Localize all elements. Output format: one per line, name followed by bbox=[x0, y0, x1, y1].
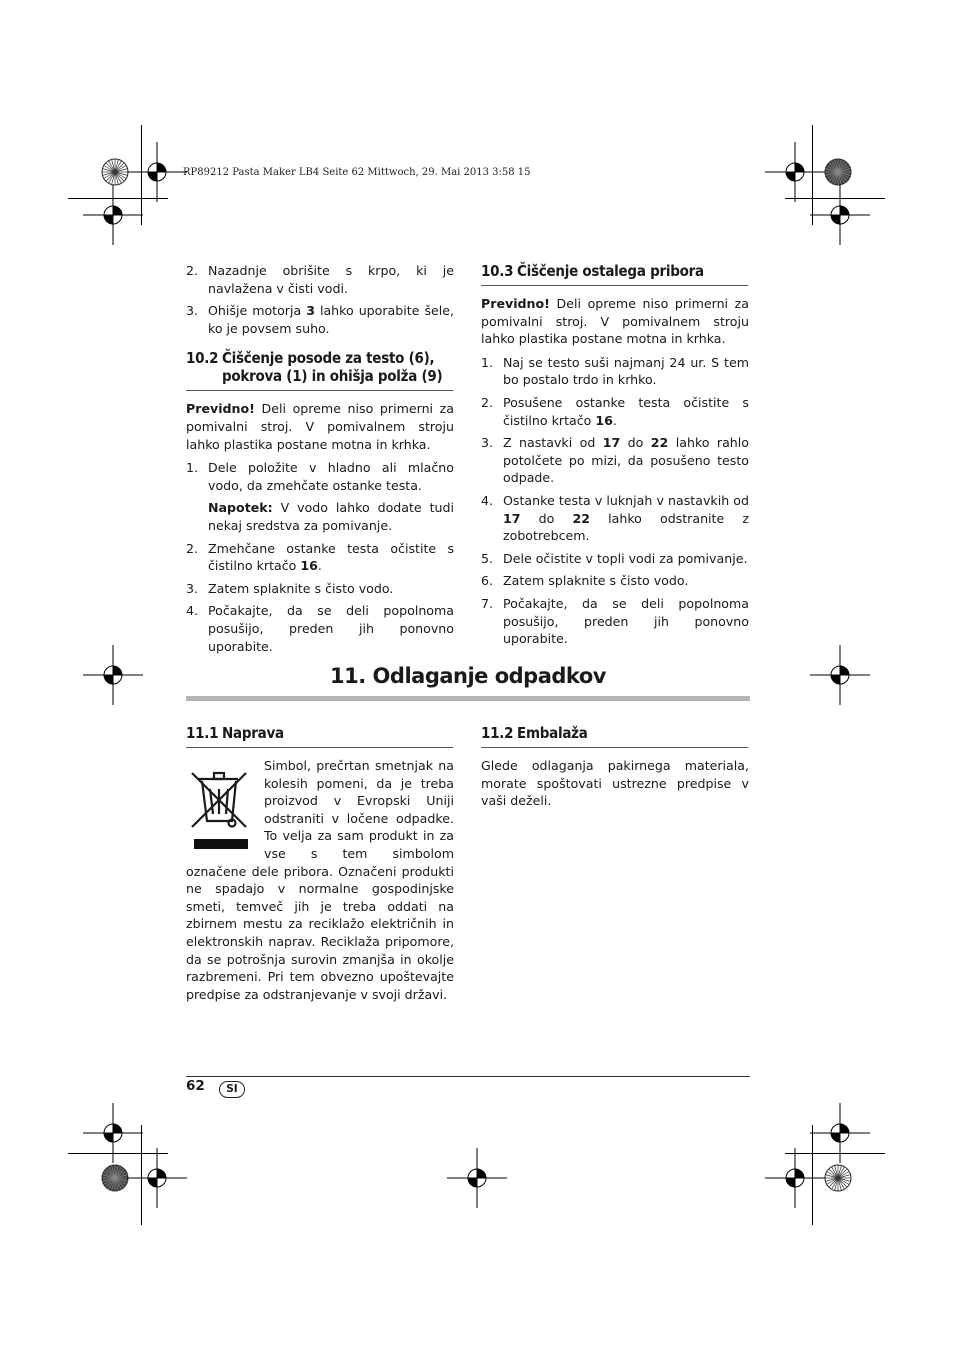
section-10-3-steps bbox=[481, 354, 749, 648]
crop-line bbox=[812, 125, 813, 225]
language-badge: SI bbox=[219, 1081, 245, 1098]
disposal-text: Simbol, prečrtan smetnjak na kolesih pomeni, da je treba proizvod v Evropski Uniji odstraniti v ločene odpadke. To velja za sam produkt in za vse s tem simbolom označene dele pribora. Označeni produkti ne spadajo v normalne gospodinjske smeti, temveč jih je treba oddati na zbirnem mestu za reciklažo električnih in elektronskih naprav. Reciklaža pripomore, da se potrošnja surovin zmanjša in okolje razbremeni. Pri tem obvezno upoštevajte predpise za odstranjevanje v svoji državi. bbox=[186, 758, 454, 1002]
list-text: Dele očistite v topli vodi za pomivanje. bbox=[503, 550, 748, 566]
tip-label: Napotek: bbox=[208, 500, 273, 516]
footer-rule bbox=[186, 1076, 750, 1077]
section-number: 11.2 bbox=[481, 724, 514, 742]
section-title: Embalaža bbox=[517, 724, 588, 742]
list-item: 1. Dele položite v hladno ali mlačno vodo, da zmehčate ostanke testa. bbox=[186, 460, 454, 493]
list-item bbox=[481, 595, 749, 648]
registration-target-icon bbox=[810, 645, 870, 705]
list-text: Ohišje motorja 3 lahko uporabite šele, ko je povsem suho. bbox=[208, 303, 455, 336]
registration-target-icon bbox=[83, 645, 143, 705]
packaging-text: Glede odlaganja pakirnega materiala, morate spoštovati ustrezne predpise v vaši deželi. bbox=[481, 758, 749, 809]
list-text: Posušene ostanke testa očistite s čistilno krtačo 16. bbox=[503, 394, 749, 428]
list-item bbox=[186, 262, 454, 297]
list-text: Zmehčane ostanke testa očistite s čistilno krtačo 16. bbox=[208, 540, 454, 574]
color-wheel-icon bbox=[824, 1164, 852, 1192]
crop-line bbox=[68, 198, 168, 199]
list-number: 2. bbox=[481, 394, 494, 410]
caution-note bbox=[481, 295, 749, 348]
caution-text: Deli opreme niso primerni za pomivalni stroj. V pomivalnem stroju lahko plastika postane motna in krhka. bbox=[186, 401, 454, 452]
section-10-2-steps-rest bbox=[186, 540, 454, 656]
registration-target-icon bbox=[127, 1148, 187, 1208]
list-item bbox=[186, 602, 454, 655]
section-number: 10.2 bbox=[186, 349, 219, 368]
crop-line bbox=[785, 198, 885, 199]
list-number: 4. bbox=[481, 492, 494, 508]
section-title: Naprava bbox=[222, 724, 284, 742]
list-number: 4. bbox=[186, 603, 199, 619]
section-11-heading: 11. Odlaganje odpadkov bbox=[330, 664, 606, 688]
section-11-1 bbox=[186, 724, 454, 1009]
color-wheel-icon bbox=[101, 158, 129, 186]
list-item bbox=[481, 550, 749, 568]
section-10-3-heading bbox=[481, 262, 749, 286]
list-number: 1. bbox=[481, 354, 494, 370]
crop-line bbox=[141, 125, 142, 225]
registration-target-icon bbox=[447, 1148, 507, 1208]
crop-line bbox=[812, 1125, 813, 1225]
registration-target-icon bbox=[765, 1148, 825, 1208]
list-item bbox=[186, 302, 454, 337]
section-11-bar bbox=[186, 696, 750, 701]
list-item bbox=[481, 572, 749, 590]
registration-target-icon bbox=[83, 185, 143, 245]
list-number: 7. bbox=[481, 595, 494, 611]
list-text: Z nastavki od 17 do 22 lahko rahlo potolčete po mizi, da posušeno testo odpade. bbox=[503, 435, 749, 486]
list-number: 3. bbox=[186, 580, 199, 596]
list-number: 2. bbox=[186, 263, 199, 278]
weee-crossed-bin-icon bbox=[186, 759, 256, 855]
section-title-line2: pokrova (1) in ohišja polža (9) bbox=[222, 367, 443, 386]
list-item bbox=[186, 540, 454, 575]
section-number: 11.1 bbox=[186, 724, 219, 742]
right-column bbox=[481, 262, 749, 653]
list-text: Naj se testo suši najmanj 24 ur. S tem bo postalo trdo in krhko. bbox=[503, 354, 749, 388]
list-item bbox=[481, 492, 749, 545]
list-item bbox=[481, 394, 749, 429]
caution-text: Deli opreme niso primerni za pomivalni stroj. V pomivalnem stroju lahko plastika postane motna in krhka. bbox=[481, 296, 749, 347]
list-text: Ostanke testa v luknjah v nastavkih od 17 do 22 lahko odstranite z zobotrebcem. bbox=[503, 492, 749, 544]
page-number: 62 bbox=[186, 1078, 205, 1094]
color-wheel-icon bbox=[101, 1164, 129, 1192]
tip-note bbox=[208, 499, 454, 534]
list-text: Zatem splaknite s čisto vodo. bbox=[503, 573, 689, 589]
print-header: RP89212 Pasta Maker LB4 Seite 62 Mittwoch, 29. Mai 2013 3:58 15 bbox=[183, 167, 531, 178]
section-10-2-heading bbox=[186, 349, 454, 391]
list-text: Počakajte, da se deli popolnoma posušijo, preden jih ponovno uporabite. bbox=[208, 603, 454, 654]
section-title: Čiščenje ostalega pribora bbox=[517, 262, 704, 280]
crop-line bbox=[141, 1125, 142, 1225]
color-wheel-icon bbox=[824, 158, 852, 186]
crop-line bbox=[68, 1153, 168, 1154]
section-title-line1: Čiščenje posode za testo (6), bbox=[222, 349, 435, 368]
list-item bbox=[481, 354, 749, 389]
disposal-paragraph bbox=[186, 757, 454, 1003]
section-11-2 bbox=[481, 724, 749, 816]
cleaning-steps-continued bbox=[186, 262, 454, 337]
caution-note bbox=[186, 400, 454, 453]
list-number: 3. bbox=[481, 435, 494, 451]
list-number: 2. bbox=[186, 540, 199, 556]
section-11-1-heading bbox=[186, 724, 454, 748]
caution-label: Previdno! bbox=[481, 296, 550, 311]
section-10-2-steps bbox=[186, 459, 454, 494]
tip-text: V vodo lahko dodate tudi nekaj sredstva za pomivanje. bbox=[208, 500, 454, 533]
list-number: 5. bbox=[481, 550, 494, 566]
caution-label: Previdno! bbox=[186, 401, 255, 417]
crop-line bbox=[785, 1153, 885, 1154]
list-text: Nazadnje obrišite s krpo, ki je navlažena v čisti vodi. bbox=[208, 263, 454, 296]
list-item bbox=[481, 434, 749, 487]
left-column bbox=[186, 262, 454, 660]
list-text: Počakajte, da se deli popolnoma posušijo, preden jih ponovno uporabite. bbox=[503, 595, 749, 647]
list-number: 3. bbox=[186, 303, 199, 319]
registration-target-icon bbox=[810, 185, 870, 245]
list-text: Zatem splaknite s čisto vodo. bbox=[208, 580, 394, 596]
section-11-2-heading bbox=[481, 724, 749, 748]
section-number: 10.3 bbox=[481, 262, 514, 280]
list-item bbox=[186, 580, 454, 598]
list-number: 6. bbox=[481, 573, 494, 589]
